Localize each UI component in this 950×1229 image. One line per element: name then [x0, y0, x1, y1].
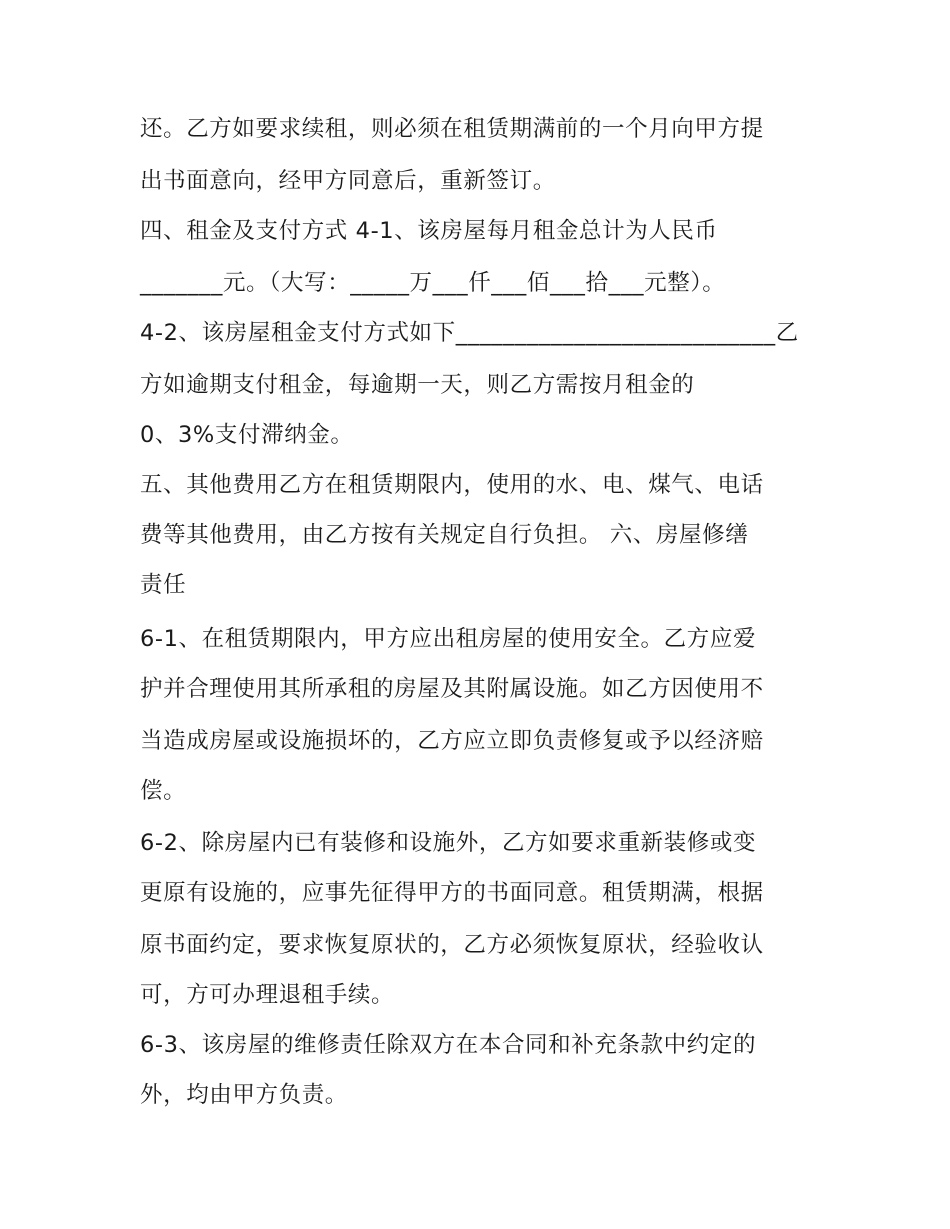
text-line: 偿。: [140, 778, 187, 804]
text-line: 可，方可办理退租手续。: [140, 982, 395, 1008]
text-line: 出书面意向，经甲方同意后，重新签订。: [140, 168, 556, 194]
text-line: 四、租金及支付方式 4-1、该房屋每月租金总计为人民币: [140, 218, 718, 244]
text-line: 更原有设施的，应事先征得甲方的书面同意。租赁期满，根据: [140, 880, 764, 906]
text-line: 五、其他费用乙方在租赁期限内，使用的水、电、煤气、电话: [140, 472, 764, 498]
text-line: 方如逾期支付租金，每逾期一天，则乙方需按月租金的: [140, 372, 695, 398]
text-line: 6-1、在租赁期限内，甲方应出租房屋的使用安全。乙方应爱: [140, 626, 757, 652]
text-line: 外，均由甲方负责。: [140, 1082, 348, 1108]
text-line: 还。乙方如要求续租，则必须在租赁期满前的一个月向甲方提: [140, 116, 764, 142]
text-line: 护并合理使用其所承租的房屋及其附属设施。如乙方因使用不: [140, 676, 764, 702]
text-line: 6-2、除房屋内已有装修和设施外，乙方如要求重新装修或变: [140, 830, 757, 856]
text-line: 4-2、该房屋租金支付方式如下___________________________乙: [140, 320, 799, 346]
text-line: 原书面约定，要求恢复原状的，乙方必须恢复原状，经验收认: [140, 932, 764, 958]
text-line: 费等其他费用，由乙方按有关规定自行负担。 六、房屋修缮: [140, 522, 749, 548]
text-line: 6-3、该房屋的维修责任除双方在本合同和补充条款中约定的: [140, 1032, 757, 1058]
text-line: 当造成房屋或设施损坏的，乙方应立即负责修复或予以经济赔: [140, 728, 764, 754]
text-line: _______元。（大写：_____万___仟___佰___拾___元整）。: [140, 270, 726, 296]
text-line: 责任: [140, 572, 187, 598]
text-line: 0、3%支付滞纳金。: [140, 422, 354, 448]
